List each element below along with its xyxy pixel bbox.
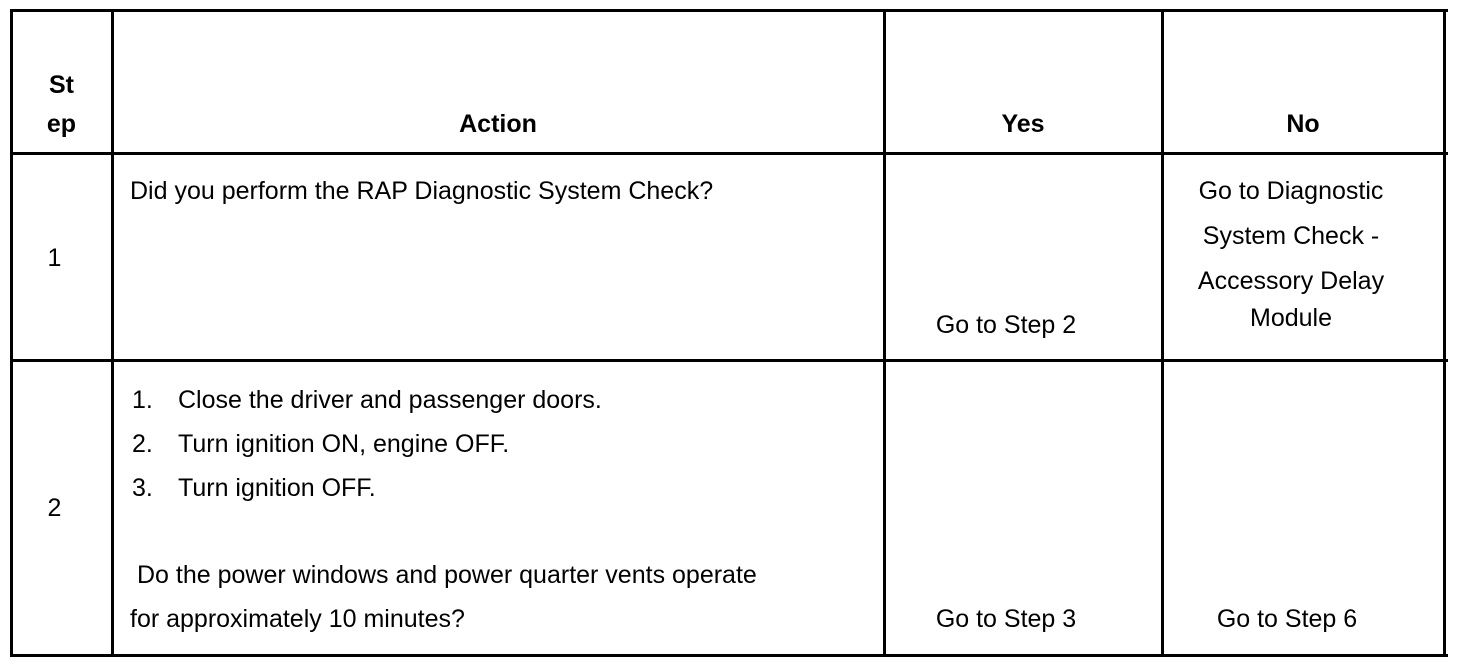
row-2-no: Go to Step 6: [1216, 605, 1358, 633]
row-divider: [10, 359, 1448, 362]
action-step-text: Turn ignition OFF.: [178, 474, 376, 502]
table-border-bottom: [10, 654, 1448, 657]
column-divider-step: [111, 10, 114, 657]
row-1-no-line-3: Accessory Delay: [1197, 267, 1385, 295]
row-1-step: 1: [47, 244, 62, 272]
header-divider: [10, 152, 1448, 155]
row-2-action-question-line-1: Do the power windows and power quarter vents operate: [137, 561, 757, 589]
table-border-top: [10, 9, 1448, 12]
action-step-text: Turn ignition ON, engine OFF.: [178, 430, 510, 458]
action-step-text: Close the driver and passenger doors.: [178, 386, 602, 414]
header-yes: Yes: [1001, 110, 1045, 138]
row-2-action-question-line-2: for approximately 10 minutes?: [130, 605, 465, 633]
header-step-line-1: St: [49, 71, 74, 99]
header-no: No: [1286, 110, 1320, 138]
row-1-no-line-1: Go to Diagnostic: [1198, 177, 1384, 205]
row-2-step: 2: [47, 494, 62, 522]
table-border-right: [1443, 10, 1446, 657]
column-divider-yes: [1161, 10, 1164, 657]
row-1-no-line-4: Module: [1250, 304, 1332, 332]
action-step-number: 1.: [132, 386, 153, 414]
row-1-yes: Go to Step 2: [935, 311, 1077, 339]
header-action: Action: [459, 110, 537, 138]
table-border-left: [10, 10, 13, 657]
row-1-no-line-2: System Check -: [1202, 222, 1380, 250]
action-step-number: 3.: [132, 474, 153, 502]
row-1-action-question: Did you perform the RAP Diagnostic System Check?: [130, 177, 714, 205]
header-step-line-2: ep: [46, 110, 77, 138]
row-2-yes: Go to Step 3: [935, 605, 1077, 633]
action-step-number: 2.: [132, 430, 153, 458]
